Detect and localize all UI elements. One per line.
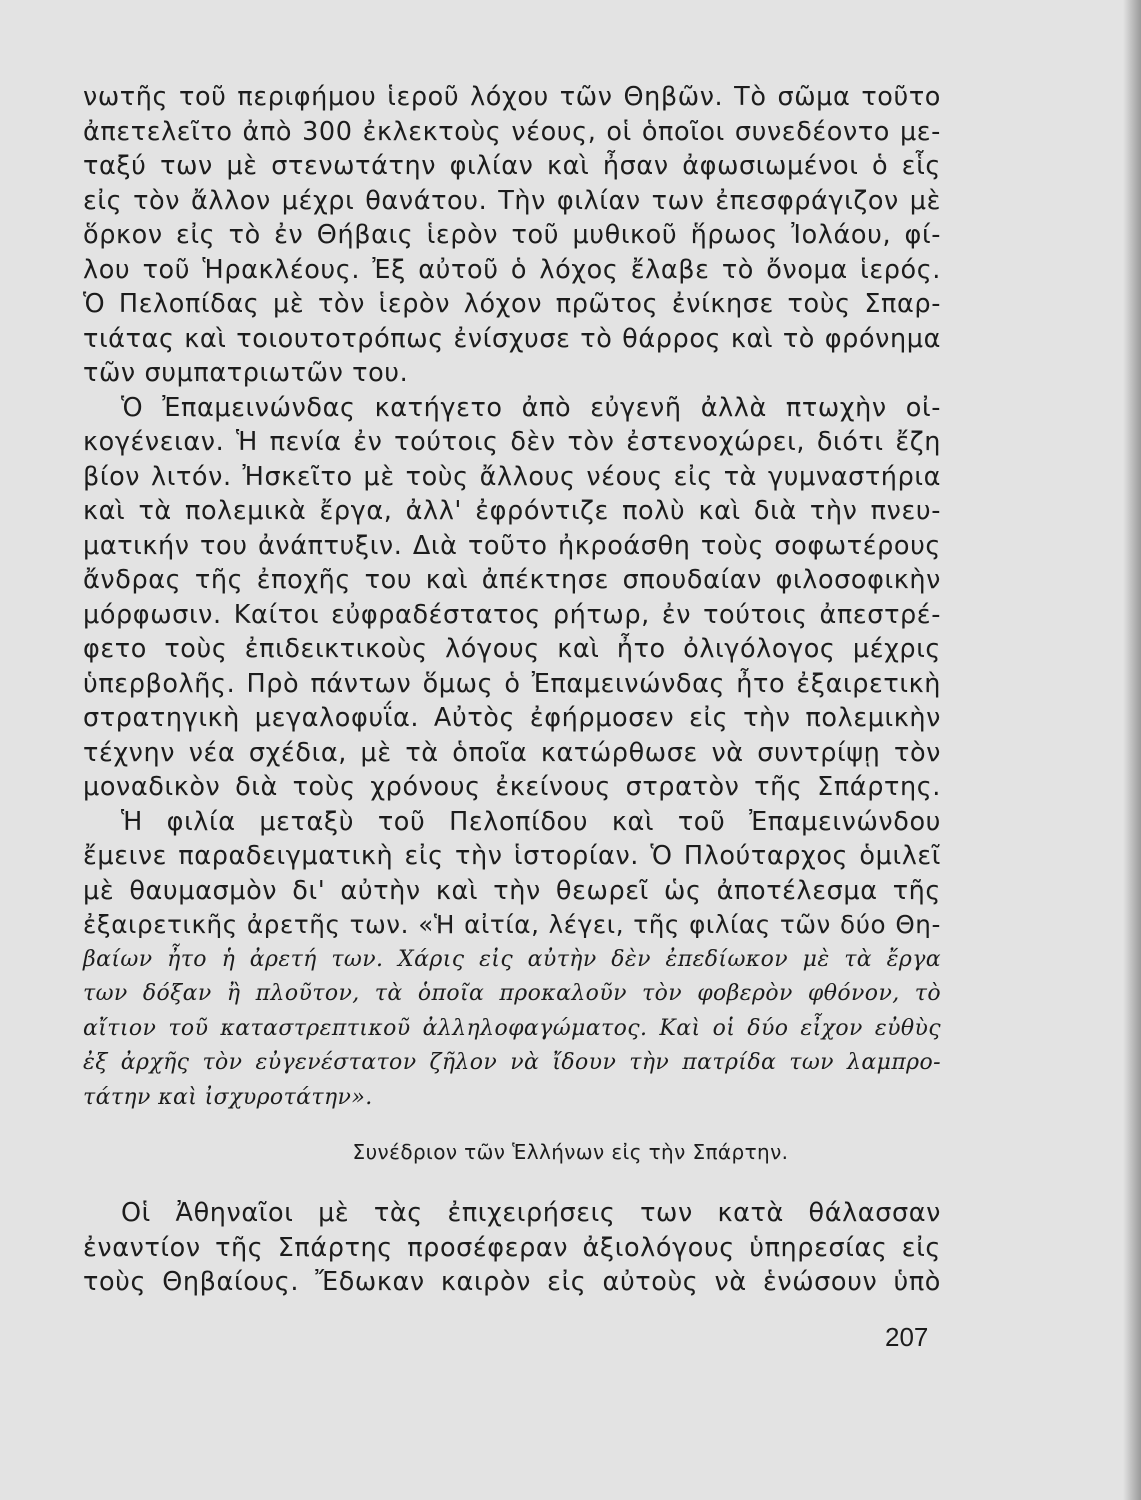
text-line: ὅρκον εἰς τὸ ἐν Θήβαις ἱερὸν τοῦ μυθικοῦ ἥρωος Ἰολάου, φί- xyxy=(83,220,941,250)
text-line: ἄνδρας τῆς ἐποχῆς του καὶ ἀπέκτησε σπουδαίαν φιλοσοφικὴν xyxy=(83,565,941,595)
text-line: τέχνην νέα σχέδια, μὲ τὰ ὁποῖα κατώρθωσε νὰ συντρίψῃ τὸν xyxy=(83,737,941,768)
page-number: 207 xyxy=(885,1322,929,1352)
text-line: βίον λιτόν. Ἠσκεῖτο μὲ τοὺς ἄλλους νέους εἰς τὰ γυμναστήρια xyxy=(83,461,941,492)
page-edge-shadow xyxy=(1123,0,1141,1500)
text-line: τιάτας καὶ τοιουτοτρόπως ἐνίσχυσε τὸ θάρρος καὶ τὸ φρόνημα xyxy=(83,323,941,354)
text-line: ἐξαιρετικῆς ἀρετῆς των. «Ἡ αἰτία, λέγει, τῆς φιλίας τῶν δύο Θη- xyxy=(83,910,941,939)
text-line: φετο τοὺς ἐπιδεικτικοὺς λόγους καὶ ἦτο ὀλιγόλογος μέχρις xyxy=(83,634,941,664)
text-line: μὲ θαυμασμὸν δι' αὐτὴν καὶ τὴν θεωρεῖ ὡς ἀποτέλεσμα τῆς xyxy=(83,875,941,906)
text-line: νωτῆς τοῦ περιφήμου ἱεροῦ λόχου τῶν Θηβῶν. Τὸ σῶμα τοῦτο xyxy=(83,82,941,112)
quote-line: ἐξ ἀρχῆς τὸν εὐγενέστατον ζῆλον νὰ ἴδουν τὴν πατρίδα των λαμπρο- xyxy=(83,1050,941,1075)
text-line: ἔμεινε παραδειγματικὴ εἰς τὴν ἱστορίαν. Ὁ Πλούταρχος ὁμιλεῖ xyxy=(83,841,941,871)
text-line: Οἱ Ἀθηναῖοι μὲ τὰς ἐπιχειρήσεις των κατὰ θάλασσαν xyxy=(121,1198,941,1228)
section-text xyxy=(83,1196,941,1300)
text-line: Ἡ φιλία μεταξὺ τοῦ Πελοπίδου καὶ τοῦ Ἐπαμεινώνδου xyxy=(121,806,941,837)
quote-line: αἴτιον τοῦ καταστρεπτικοῦ ἀλληλοφαγώματος. Καὶ οἱ δύο εἶχον εὐθὺς xyxy=(83,1015,941,1041)
text-line: καὶ τὰ πολεμικὰ ἔργα, ἀλλ' ἐφρόντιζε πολὺ καὶ διὰ τὴν πνευ- xyxy=(83,496,941,526)
quote-line: βαίων ἦτο ἡ ἀρετή των. Χάρις εἰς αὐτὴν δὲν ἐπεδίωκον μὲ τὰ ἔργα xyxy=(83,946,941,972)
text-line: ἀπετελεῖτο ἀπὸ 300 ἐκλεκτοὺς νέους, οἱ ὁποῖοι συνεδέοντο με- xyxy=(83,116,941,147)
text-line: Ὁ Πελοπίδας μὲ τὸν ἱερὸν λόχον πρῶτος ἐνίκησε τοὺς Σπαρ- xyxy=(83,289,941,319)
section-heading: Συνέδριον τῶν Ἑλλήνων εἰς τὴν Σπάρτην. xyxy=(352,1140,789,1164)
text-line: τοὺς Θηβαίους. Ἔδωκαν καιρὸν εἰς αὐτοὺς νὰ ἑνώσουν ὑπὸ xyxy=(83,1267,941,1297)
text-line: μόρφωσιν. Καίτοι εὐφραδέστατος ρήτωρ, ἐν τούτοις ἀπεστρέ- xyxy=(83,599,941,630)
text-line: ἐναντίον τῆς Σπάρτης προσέφεραν ἀξιολόγους ὑπηρεσίας εἰς xyxy=(83,1232,941,1263)
main-text xyxy=(83,80,941,1115)
text-line: λου τοῦ Ἡρακλέους. Ἐξ αὐτοῦ ὁ λόχος ἔλαβε τὸ ὄνομα ἱερός. xyxy=(83,254,941,285)
text-line: ὑπερβολῆς. Πρὸ πάντων ὅμως ὁ Ἐπαμεινώνδας ἦτο ἐξαιρετικὴ xyxy=(83,668,941,699)
text-line: ταξύ των μὲ στενωτάτην φιλίαν καὶ ἦσαν ἀφωσιωμένοι ὁ εἷς xyxy=(83,151,941,181)
text-line: εἰς τὸν ἄλλον μέχρι θανάτου. Τὴν φιλίαν των ἐπεσφράγιζον μὲ xyxy=(83,185,941,216)
text-line: ματικήν του ἀνάπτυξιν. Διὰ τοῦτο ἠκροάσθη τοὺς σοφωτέρους xyxy=(83,530,941,561)
text-line: Ὁ Ἐπαμεινώνδας κατήγετο ἀπὸ εὐγενῆ ἀλλὰ πτωχὴν οἰ- xyxy=(121,392,941,423)
text-line: μοναδικὸν διὰ τοὺς χρόνους ἐκείνους στρατὸν τῆς Σπάρτης. xyxy=(83,772,941,802)
quote-line: των δόξαν ἢ πλοῦτον, τὰ ὁποῖα προκαλοῦν τὸν φοβερὸν φθόνον, τὸ xyxy=(83,981,941,1006)
quote-line: τάτην καὶ ἰσχυροτάτην». xyxy=(83,1084,373,1110)
text-line: τῶν συμπατριωτῶν του. xyxy=(83,358,409,388)
text-line: κογένειαν. Ἡ πενία ἐν τούτοις δὲν τὸν ἐστενοχώρει, διότι ἔζη xyxy=(83,427,941,457)
text-line: στρατηγικὴ μεγαλοφυΐα. Αὐτὸς ἐφήρμοσεν εἰς τὴν πολεμικὴν xyxy=(83,703,941,733)
